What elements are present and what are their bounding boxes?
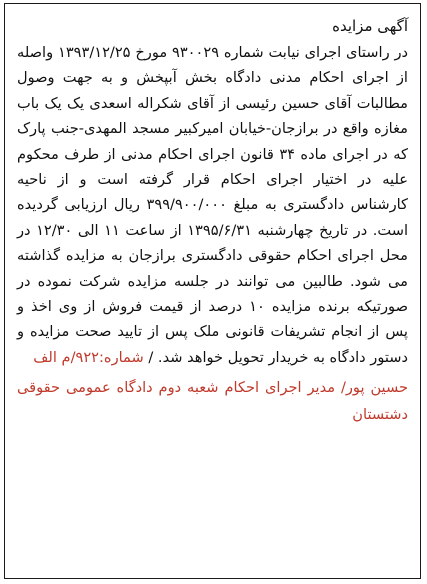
signature-line: حسین پور/ مدیر اجرای احکام شعبه دوم دادگاه عمومی حقوقی دشتستان xyxy=(17,379,408,424)
notice-title: آگهی مزایده xyxy=(332,17,408,35)
notice-body xyxy=(17,40,408,370)
auction-notice xyxy=(4,3,421,579)
notice-body-text: در راستای اجرای نیابت شماره ۹۳۰۰۲۹ مورخ ۱۳۹۳/۱۲/۲۵ واصله از اجرای احکام مدنی دادگاه بخش آبپخش و به جهت وصول مطالبات آقای حسین رئیسی از آقای شکراله اسعدی یک یک باب مغازه واقع در برازجان-خیابان امیرکبیر مسجد المهدی-جنب پارک که در اجرای ماده ۳۴ قانون اجرای احکام مدنی از طرف محکوم علیه در اختیار اجرای احکام قرار گرفته است و از ناحیه کارشناس دادگستری به مبلغ ۳۹۹/۹۰۰/۰۰۰ ریال ارزیابی گردیده است. در تاریخ چهارشنبه ۱۳۹۵/۶/۳۱ از ساعت ۱۱ الی ۱۲/۳۰ در محل اجرای احکام حقوقی دادگستری برازجان به مزایده گذاشته می شود. طالبین می توانند در جلسه مزایده شرکت نموده در صورتیکه برنده مزایده ۱۰ درصد از قیمت فروش از وی اخذ و پس از انجام تشریفات قانونی ملک پس از تایید صحت مزایده و دستور دادگاه به خریدار تحویل خواهد شد. / xyxy=(17,44,409,366)
reference-number: شماره:۹۲۲/م الف xyxy=(33,348,144,366)
